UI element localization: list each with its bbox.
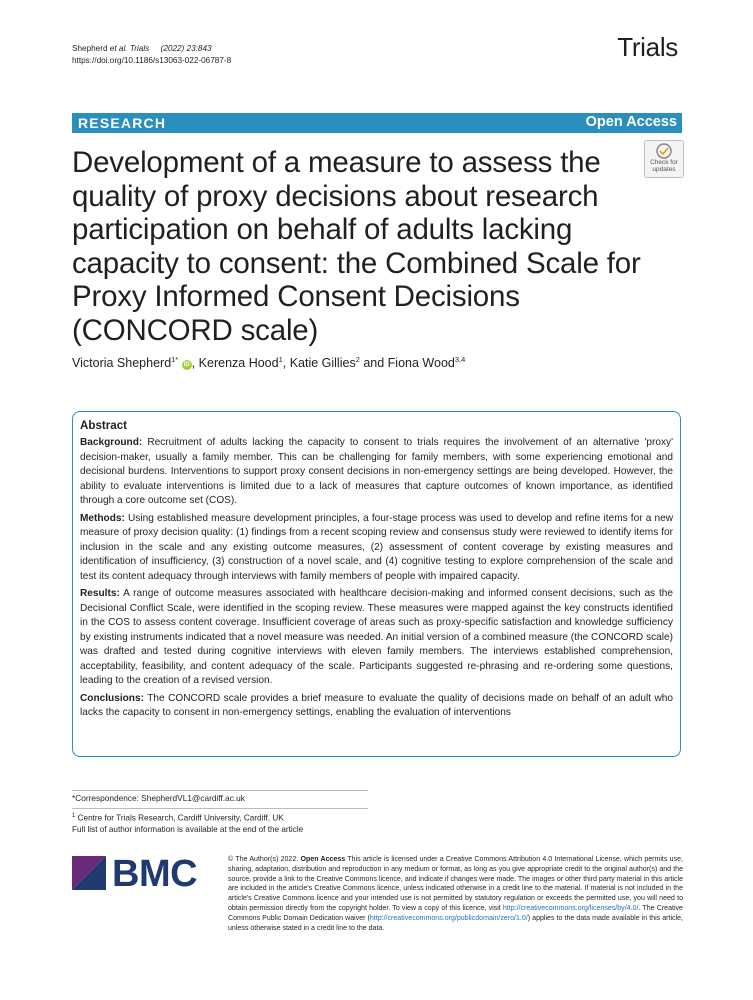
author-affiliation-sup: 2: [355, 355, 360, 364]
abstract-results: [80, 587, 673, 689]
cc-zero-link[interactable]: http://creativecommons.org/publicdomain/zero/1.0/: [369, 914, 528, 922]
divider: [72, 790, 368, 791]
author-affiliation-sup: 3,4: [454, 355, 466, 364]
article-title: Development of a measure to assess the quality of proxy decisions about research participation on behalf of adults lacking capacity to consent: the Combined Scale for Proxy Informed Consent Decisions (CONCORD scale): [72, 146, 641, 347]
orcid-icon[interactable]: iD: [183, 362, 190, 369]
journal-name: Trials: [617, 32, 678, 62]
bmc-logo[interactable]: [72, 853, 212, 895]
section-banner: [72, 113, 682, 133]
methods-text: Using established measure development principles, a four-stage process was used to develop and refine items for a new measure of proxy decision quality: (1) findings from a recent scoping review and consensus study were reviewed to identify items for inclusion in the scale and any existing outcome measures, (2) assessment of content coverage by existing measures and identification of insufficiency, (3) construction of a novel scale, and (4) cognitive testing to explore comprehension of the scale and test its content adequacy through interviews with family members of people with impaired capacity.: [80, 512, 673, 582]
citation-journal: et al. Trials: [109, 44, 150, 53]
author-name[interactable]: and Fiona Wood: [359, 356, 455, 371]
results-text: A range of outcome measures associated with healthcare decision-making and informed consent decisions, such as the Decisional Conflict Scale, were identified in the scoping review. These measures were mapped against the key constructs identified in the COS to assess content coverage. Insufficient coverage of areas such as proxy-specific satisfaction and knowledge sufficiency by existing instruments indicated that a novel measure was needed. An initial version of a combined measure (the CONCORD scale) was drafted and tested during cognitive interviews with eleven family members. The interviews established comprehension, acceptability, feasibility, and content adequacy of the scale. Participants suggested re-phrasing and re-ordering some questions, leading to the creation of a revised version.: [80, 588, 673, 686]
background-label: Background:: [80, 437, 143, 448]
check-updates-label: Check for updates: [650, 159, 678, 173]
license-lead: © The Author(s) 2022.: [228, 856, 301, 863]
cc-by-link[interactable]: http://creativecommons.org/licenses/by/4.0/: [502, 904, 639, 912]
author-list: [72, 355, 465, 370]
citation-block: [72, 43, 231, 67]
citation-line: [72, 43, 231, 55]
author-name[interactable]: , Katie Gillies: [282, 356, 356, 371]
background-text: Recruitment of adults lacking the capacity to consent to trials requires the involvement of an alternative 'proxy' decision-maker, usually a family member. This can be challenging for family members, with some experiencing emotional and decisional burdens. Interventions to support proxy consent decisions in non-emergency settings are being developed. However, the ability to evaluate interventions is limited due to a lack of measures that capture outcomes of known importance, as identified through a core outcome set (COS).: [80, 437, 673, 506]
check-updates-icon: [656, 143, 672, 159]
more-info-note: Full list of author information is available at the end of the article: [72, 824, 304, 834]
methods-label: Methods:: [80, 512, 125, 524]
license-open-access: Open Access: [300, 856, 346, 863]
author-name[interactable]: Victoria Shepherd: [72, 356, 172, 371]
results-label: Results:: [80, 588, 120, 599]
license-text: [228, 855, 683, 933]
citation-year: (2022) 23:843: [160, 44, 212, 53]
conclusions-text: The CONCORD scale provides a brief measure to evaluate the quality of decisions made on behalf of an adult who lacks the capacity to consent in non-emergency settings, enabling the evaluation of interventions: [80, 692, 673, 718]
affiliation-block: [72, 811, 303, 835]
divider: [72, 808, 368, 809]
author-affiliation-sup: 1*: [171, 355, 179, 364]
affiliation-text: Centre for Trials Research, Cardiff University, Cardiff, UK: [75, 813, 284, 823]
abstract-methods: [80, 512, 673, 585]
license-body-2: . The Creative Commons Public Domain Dedication waiver (: [228, 904, 683, 922]
open-access-label: Open Access: [585, 114, 677, 130]
doi-link[interactable]: https://doi.org/10.1186/s13063-022-06787-8: [72, 56, 232, 65]
section-label: RESEARCH: [78, 115, 167, 131]
check-for-updates-button[interactable]: [644, 140, 684, 178]
abstract-heading: Abstract: [80, 419, 128, 432]
citation-authors: Shepherd: [72, 44, 110, 53]
correspondence[interactable]: *Correspondence: ShepherdVL1@cardiff.ac.uk: [72, 793, 245, 803]
author-name[interactable]: , Kerenza Hood: [191, 356, 279, 371]
affiliation: [72, 811, 303, 824]
abstract-background: [80, 436, 673, 509]
abstract-conclusions: [80, 692, 673, 721]
bmc-logo-text: BMC: [112, 853, 198, 895]
bmc-logo-icon: [72, 856, 106, 890]
license-body-3: ) applies to the data made available in this article, unless otherwise stated in a credit line to the data.: [228, 914, 683, 932]
license-body: This article is licensed under a Creative Commons Attribution 4.0 International License, which permits use, sharing, adaptation, distribution and reproduction in any medium or format, as long as you give appropriate credit to the original author(s) and the source, provide a link to the Creative Commons licence, and indicate if changes were made. The images or other third party material in this article are included in the article's Creative Commons licence, unless indicated otherwise in a credit line to the material. If material is not included in the article's Creative Commons licence and your intended use is not permitted by statutory regulation or exceeds the permitted use, you will need to obtain permission directly from the copyright holder. To view a copy of this licence, visit: [228, 856, 684, 912]
author-affiliation-sup: 1: [278, 355, 283, 364]
abstract-box: [72, 411, 681, 757]
conclusions-label: Conclusions:: [80, 692, 144, 704]
affiliation-sup: 1: [72, 813, 76, 819]
